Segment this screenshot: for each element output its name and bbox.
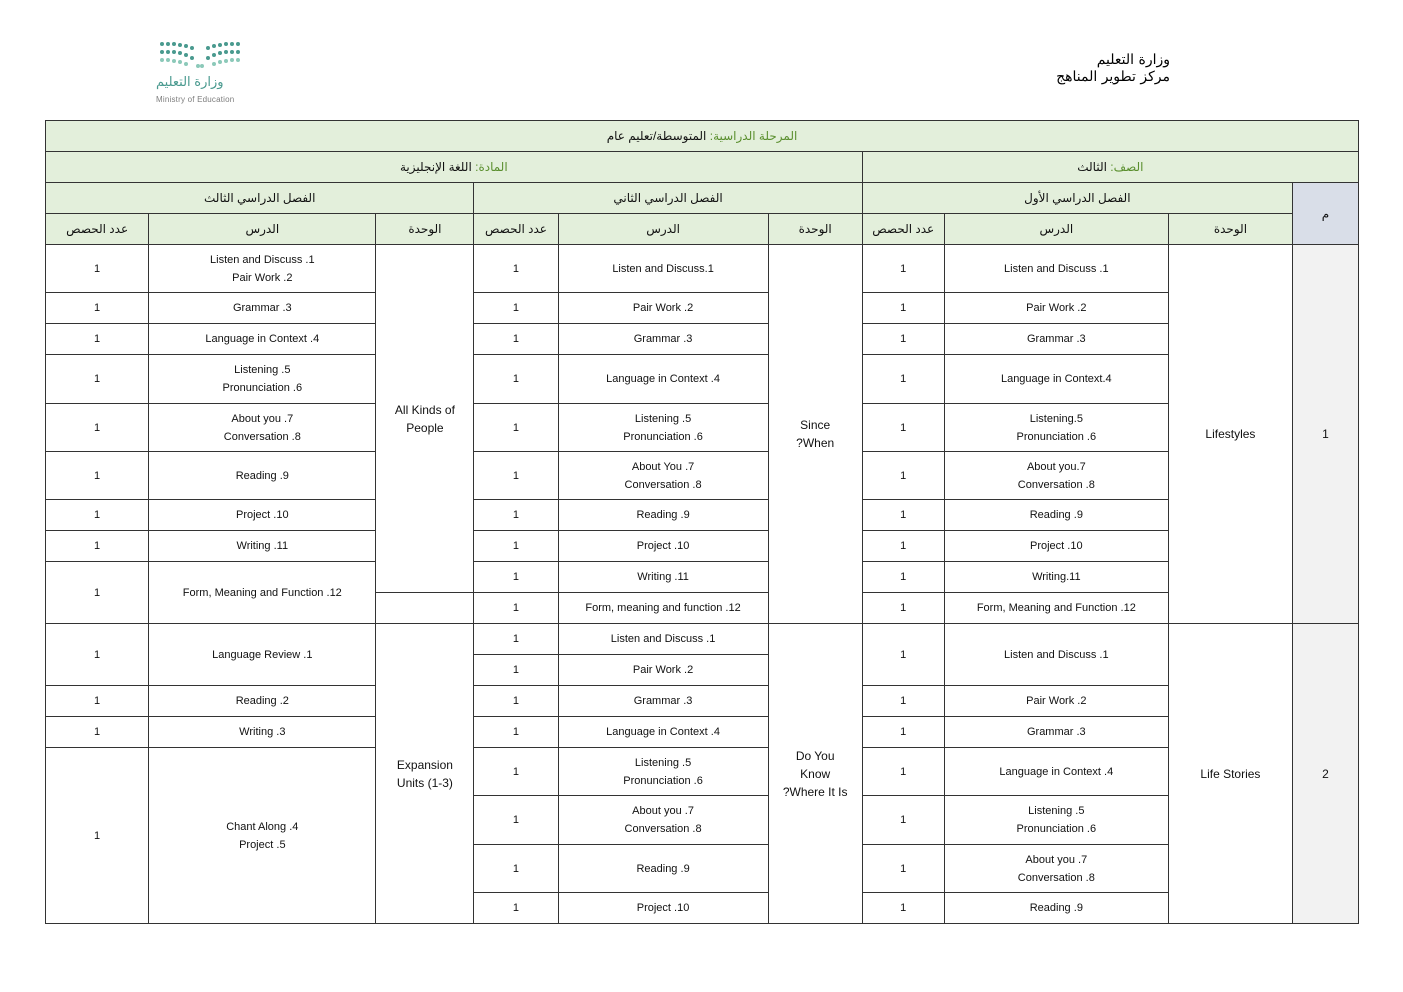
lesson-cell: 2. Pair Work [558, 655, 768, 686]
lesson-cell: 9. Reading [558, 845, 768, 893]
ministry-heading [1030, 52, 1170, 86]
table-row [46, 717, 1359, 748]
column-header-m: م [1292, 183, 1358, 245]
periods-cell: 1 [474, 404, 558, 452]
lesson-cell: 11.Writing [944, 562, 1168, 593]
grade-value: الثالث [1077, 160, 1107, 174]
periods-cell: 1 [862, 355, 944, 404]
periods-cell: 1 [862, 562, 944, 593]
periods-cell: 1 [474, 655, 558, 686]
lesson-cell: 7. About You 8. Conversation [558, 452, 768, 500]
lesson-cell: 5.Listening 6. Pronunciation [944, 404, 1168, 452]
periods-cell: 1 [474, 452, 558, 500]
periods-cell: 1 [862, 324, 944, 355]
term-2-periods-header: عدد الحصص [474, 214, 558, 245]
term-3-unit-header: الوحدة [376, 214, 474, 245]
periods-cell: 1 [862, 531, 944, 562]
lesson-cell: 1. Listen and Discuss [558, 624, 768, 655]
subject-label: المادة: [475, 160, 508, 174]
periods-cell: 1 [474, 324, 558, 355]
periods-cell: 1 [46, 531, 149, 562]
lesson-cell: 7. About you 8. Conversation [558, 796, 768, 845]
unit-number: 1 [1292, 245, 1358, 624]
stage-label: المرحلة الدراسية: [709, 129, 798, 143]
periods-cell: 1 [474, 355, 558, 404]
stage-cell [46, 121, 1359, 152]
periods-cell: 1 [46, 293, 149, 324]
periods-cell: 1 [862, 686, 944, 717]
lesson-cell: 7. About you 8. Conversation [944, 845, 1168, 893]
periods-cell: 1 [46, 355, 149, 404]
periods-cell: 1 [862, 593, 944, 624]
periods-cell: 1 [862, 452, 944, 500]
term-1-periods-header: عدد الحصص [862, 214, 944, 245]
stage-value: المتوسطة/تعليم عام [606, 129, 707, 143]
lesson-cell: 1. Listen and Discuss 2. Pair Work [149, 245, 376, 293]
lesson-cell: 9. Reading [558, 500, 768, 531]
lesson-cell: 9. Reading [149, 452, 376, 500]
periods-cell: 1 [474, 796, 558, 845]
lesson-cell: 10. Project [558, 531, 768, 562]
lesson-cell: 10. Project [558, 893, 768, 924]
table-row [46, 748, 1359, 796]
term-2-unit-name: Do You Know Where It Is? [768, 624, 862, 924]
lesson-cell: 5. Listening 6. Pronunciation [558, 404, 768, 452]
lesson-cell: 1. Listen and Discuss [944, 624, 1168, 686]
table-row [46, 324, 1359, 355]
subject-value: اللغة الإنجليزية [400, 160, 472, 174]
lesson-cell: 4. Language in Context [149, 324, 376, 355]
term-2-header: الفصل الدراسي الثاني [474, 183, 862, 214]
logo-arabic-text: وزارة التعليم [156, 74, 224, 89]
term-2-lesson-header: الدرس [558, 214, 768, 245]
lesson-cell: 10. Project [149, 500, 376, 531]
grade-cell [862, 152, 1358, 183]
table-row [46, 686, 1359, 717]
lesson-cell: 5. Listening 6. Pronunciation [558, 748, 768, 796]
term-2-unit-header: الوحدة [768, 214, 862, 245]
table-row [46, 500, 1359, 531]
table-row [46, 452, 1359, 500]
periods-cell: 1 [862, 624, 944, 686]
stage-row [46, 121, 1359, 152]
lesson-cell: 2. Reading [149, 686, 376, 717]
lesson-cell: 3. Writing [149, 717, 376, 748]
term-1-lesson-header: الدرس [944, 214, 1168, 245]
lesson-cell: 11. Writing [558, 562, 768, 593]
subject-cell [46, 152, 863, 183]
periods-cell: 1 [46, 624, 149, 686]
grade-label: الصف: [1110, 160, 1144, 174]
lesson-cell: 12. Form, meaning and function [558, 593, 768, 624]
lesson-cell: 10. Project [944, 531, 1168, 562]
lesson-cell: 4.Language in Context [944, 355, 1168, 404]
lesson-cell: 3. Grammar [944, 324, 1168, 355]
term-2-unit-name: Since When? [768, 245, 862, 624]
periods-cell: 1 [474, 717, 558, 748]
logo-dots-icon [154, 40, 246, 70]
table-row [46, 293, 1359, 324]
lesson-cell: 7. About you 8. Conversation [149, 404, 376, 452]
periods-cell: 1 [46, 717, 149, 748]
curriculum-center-name: مركز تطوير المناهج [1056, 69, 1170, 85]
logo-english-text: Ministry of Education [156, 95, 235, 104]
lesson-cell: 9. Reading [944, 500, 1168, 531]
lesson-cell: 1. Listen and Discuss [944, 245, 1168, 293]
lesson-cell: 1.Listen and Discuss [558, 245, 768, 293]
table-row [46, 562, 1359, 593]
curriculum-plan-table [45, 120, 1359, 924]
periods-cell: 1 [474, 562, 558, 593]
table-row [46, 245, 1359, 293]
table-row [46, 404, 1359, 452]
lesson-cell: 9. Reading [944, 893, 1168, 924]
periods-cell: 1 [46, 404, 149, 452]
periods-cell: 1 [474, 500, 558, 531]
lesson-cell: 3. Grammar [558, 686, 768, 717]
periods-cell: 1 [862, 845, 944, 893]
periods-cell: 1 [46, 562, 149, 624]
lesson-cell: 3. Grammar [149, 293, 376, 324]
periods-cell: 1 [474, 245, 558, 293]
lesson-cell: 2. Pair Work [944, 686, 1168, 717]
periods-cell: 1 [474, 748, 558, 796]
lesson-cell: 5. Listening 6. Pronunciation [149, 355, 376, 404]
periods-cell: 1 [474, 845, 558, 893]
periods-cell: 1 [46, 324, 149, 355]
term-3-unit-name: Expansion Units (1-3) [376, 624, 474, 924]
periods-cell: 1 [46, 748, 149, 924]
periods-cell: 1 [862, 245, 944, 293]
periods-cell: 1 [862, 796, 944, 845]
periods-cell: 1 [474, 686, 558, 717]
lesson-cell: 3. Grammar [944, 717, 1168, 748]
lesson-cell: 12. Form, Meaning and Function [149, 562, 376, 624]
unit-number: 2 [1292, 624, 1358, 924]
periods-cell: 1 [46, 686, 149, 717]
lesson-cell: 5. Listening 6. Pronunciation [944, 796, 1168, 845]
term-3-periods-header: عدد الحصص [46, 214, 149, 245]
table-row [46, 531, 1359, 562]
periods-cell: 1 [474, 893, 558, 924]
term-3-unit-name: All Kinds of People [376, 245, 474, 593]
column-header-row [46, 214, 1359, 245]
lesson-cell: 4. Language in Context [558, 355, 768, 404]
periods-cell: 1 [862, 404, 944, 452]
term-3-lesson-header: الدرس [149, 214, 376, 245]
lesson-cell: 4. Language in Context [944, 748, 1168, 796]
term-1-header: الفصل الدراسي الأول [862, 183, 1292, 214]
ministry-name: وزارة التعليم [1096, 52, 1170, 68]
term-1-unit-name: Lifestyles [1168, 245, 1292, 624]
table-row [46, 624, 1359, 655]
periods-cell: 1 [862, 293, 944, 324]
periods-cell: 1 [474, 293, 558, 324]
periods-cell: 1 [46, 452, 149, 500]
lesson-cell: 3. Grammar [558, 324, 768, 355]
table-row [46, 355, 1359, 404]
periods-cell: 1 [474, 593, 558, 624]
periods-cell: 1 [862, 500, 944, 531]
periods-cell: 1 [474, 624, 558, 655]
lesson-cell: 4. Language in Context [558, 717, 768, 748]
periods-cell: 1 [474, 531, 558, 562]
periods-cell: 1 [46, 500, 149, 531]
lesson-cell: 11. Writing [149, 531, 376, 562]
ministry-logo [150, 40, 250, 110]
periods-cell: 1 [862, 717, 944, 748]
term-header-row [46, 183, 1359, 214]
term-1-unit-header: الوحدة [1168, 214, 1292, 245]
grade-subject-row [46, 152, 1359, 183]
lesson-cell: 2. Pair Work [558, 293, 768, 324]
lesson-cell: 12. Form, Meaning and Function [944, 593, 1168, 624]
term-3-header: الفصل الدراسي الثالث [46, 183, 474, 214]
term-1-unit-name: Life Stories [1168, 624, 1292, 924]
lesson-cell: 7.About you 8. Conversation [944, 452, 1168, 500]
lesson-cell: 2. Pair Work [944, 293, 1168, 324]
lesson-cell: 1. Language Review [149, 624, 376, 686]
lesson-cell: 4. Chant Along 5. Project [149, 748, 376, 924]
periods-cell: 1 [862, 748, 944, 796]
periods-cell: 1 [862, 893, 944, 924]
periods-cell: 1 [46, 245, 149, 293]
